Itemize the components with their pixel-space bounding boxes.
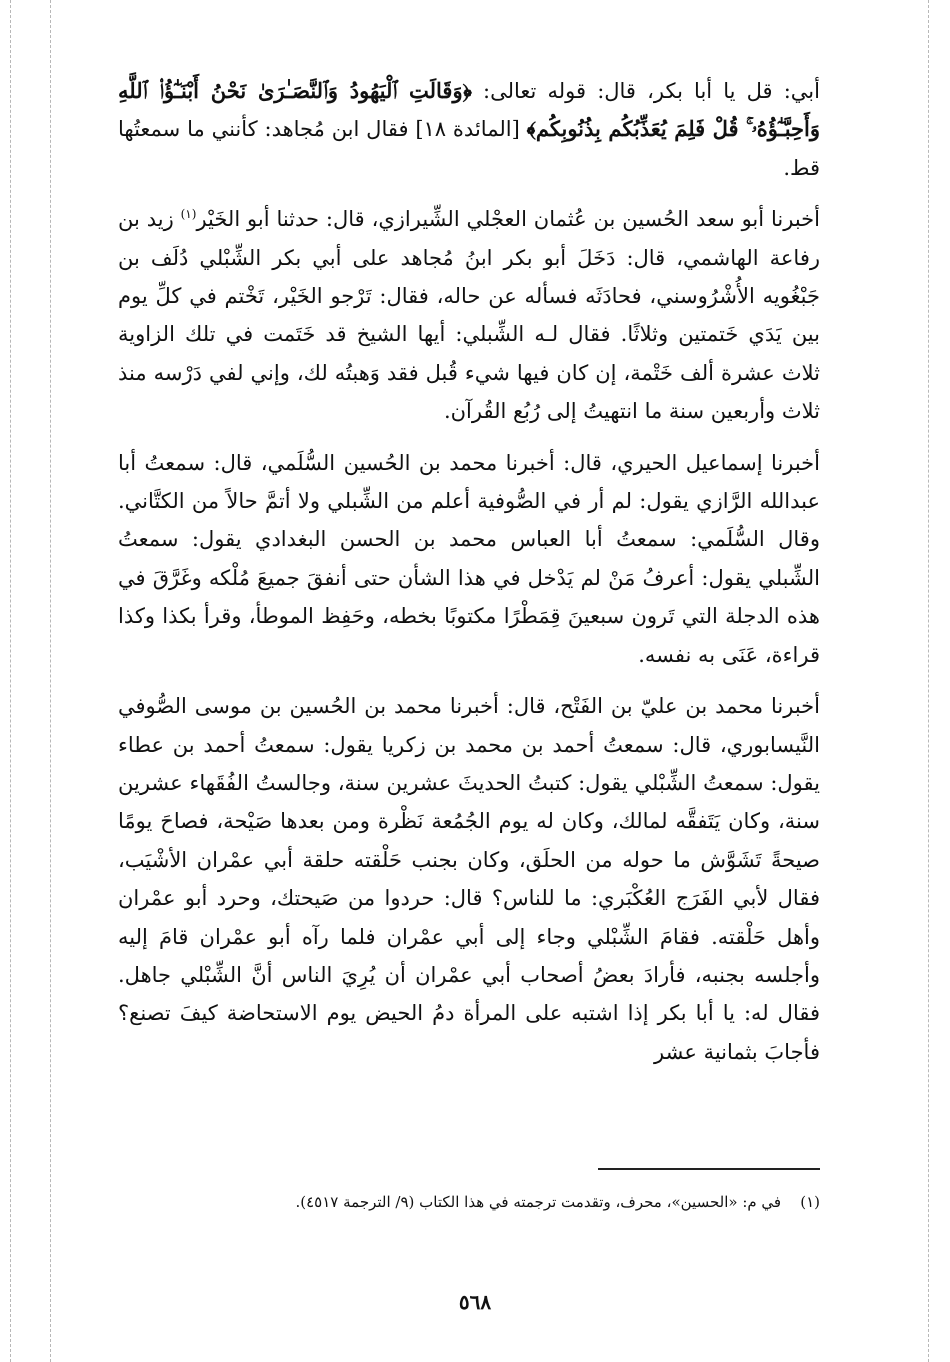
main-text bbox=[118, 72, 820, 1084]
footnote-text: في م: «الحسين»، محرف، وتقدمت ترجمته في هذا الكتاب (٩/ الترجمة ٤٥١٧). bbox=[295, 1193, 782, 1211]
scan-guide-line-right bbox=[928, 0, 929, 1362]
footnote bbox=[118, 1190, 820, 1214]
paragraph-text: [المائدة ١٨] فقال ابن مُجاهد: كأنني ما سمعتُها قط. bbox=[118, 117, 820, 180]
quran-verse: ﴿وَقَالَتِ ٱلْيَهُودُ وَٱلنَّصَـٰرَىٰ نَحْنُ أَبْنَـٰٓؤُا۟ ٱللَّهِ وَأَحِبَّـٰٓؤُهُۥ ۚ قُلْ فَلِمَ يُعَذِّبُكُم بِذُنُوبِكُم﴾ bbox=[118, 78, 820, 142]
paragraph-text: أخبرنا محمد بن عليّ بن الفَتْح، قال: أخبرنا محمد بن الحُسين بن موسى الصُّوفي النَّيسابوري، قال: سمعتُ أحمد بن محمد بن زكريا يقول: سمعتُ أحمد بن عطاء يقول: سمعتُ الشِّبْلي يقول: كتبتُ الحديثَ عشرين سنة، وجالستُ الفُقَهاء عشرين سنة، وكان يَتَفقَّه لمالك، وكان له يوم الجُمُعة نَظْرة ومن بعدها صَيْحة، فصاحَ يومًا صيحةً تَشَوَّش ما حوله من الحلَق، وكان بجنب حَلْقته حلقة أبي عمْران الأشْيَب، فقال لأبي الفَرَج العُكْبَري: ما للناس؟ قال: حردوا من صَيحتك، وحرد أبو عمْران وأهل حَلْقته. فقامَ الشِّبْلي وجاء إلى أبي عمْران فلما رآه أبو عمْران قامَ إليه وأجلسه بجنبه، فأرادَ بعضُ أصحاب أبي عمْران أن يُرِيَ الناس أنَّ الشِّبْلي جاهل. فقال له: يا أبا بكر إذا اشتبه على المرأة دمُ الحيض يوم الاستحاضة كيفَ تصنع؟ فأجابَ بثمانية عشر bbox=[118, 694, 820, 1064]
paragraph bbox=[118, 72, 820, 187]
paragraph-text: أخبرنا إسماعيل الحيري، قال: أخبرنا محمد بن الحُسين السُّلَمي، قال: سمعتُ أبا عبدالله الرَّازي يقول: لم أر في الصُّوفية أعلم من الشِّبلي ولا أتمَّ حالاً من الكتَّاني. وقال السُّلَمي: سمعتُ أبا العباس محمد بن الحسن البغدادي يقول: سمعتُ الشِّبلي يقول: أعرفُ مَنْ لم يَدْخل في هذا الشأن حتى أنفقَ جميعَ مُلْكه وغَرَّقَ في هذه الدجلة التي تَرون سبعينَ قِمَطْرًا مكتوبًا بخطه، وحَفِظ الموطأ، وقرأ بكذا وكذا قراءة، عَنَى به نفسه. bbox=[118, 450, 820, 667]
paragraph-text: أخبرنا أبو سعد الحُسين بن عُثمان العجْلي الشِّيرازي، قال: حدثنا أبو الخَيْر bbox=[196, 207, 820, 232]
paragraph bbox=[118, 687, 820, 1071]
scan-guide-line-inner-left bbox=[50, 0, 51, 1362]
paragraph-text: أبي: قل يا أبا بكر، قال: قوله تعالى: bbox=[471, 79, 820, 103]
footnote-divider bbox=[598, 1168, 820, 1170]
paragraph-text: زيد بن رفاعة الهاشمي، قال: دَخَلَ أبو بكر ابنُ مُجاهد على أبي بكر الشِّبْلي دُلَف بن جَبْغُويه الأُشْرُوسني، فحادَثَه فسأله عن حاله، فقال: تَرْجو الخَيْر، تَخْتم في كلِّ يوم بين يَدَي خَتمتين وثلاثًا. فقال لـه الشِّبلي: أيها الشيخ قد خَتَمت في تلك الزاوية ثلاث عشرة ألف خَتْمة، إن كان فيها شيء قُبل فقد وَهبتُه لك، وإني لفي دَرْسه منذ ثلاث وأربعين سنة ما انتهيتُ إلى رُبُع القُرآن. bbox=[118, 207, 820, 424]
footnote-number: (١) bbox=[800, 1193, 820, 1211]
paragraph bbox=[118, 444, 820, 674]
page-number: ٥٦٨ bbox=[458, 1290, 492, 1314]
footnote-reference: (١) bbox=[180, 207, 197, 222]
scan-guide-line-left bbox=[10, 0, 11, 1362]
paragraph bbox=[118, 200, 820, 430]
